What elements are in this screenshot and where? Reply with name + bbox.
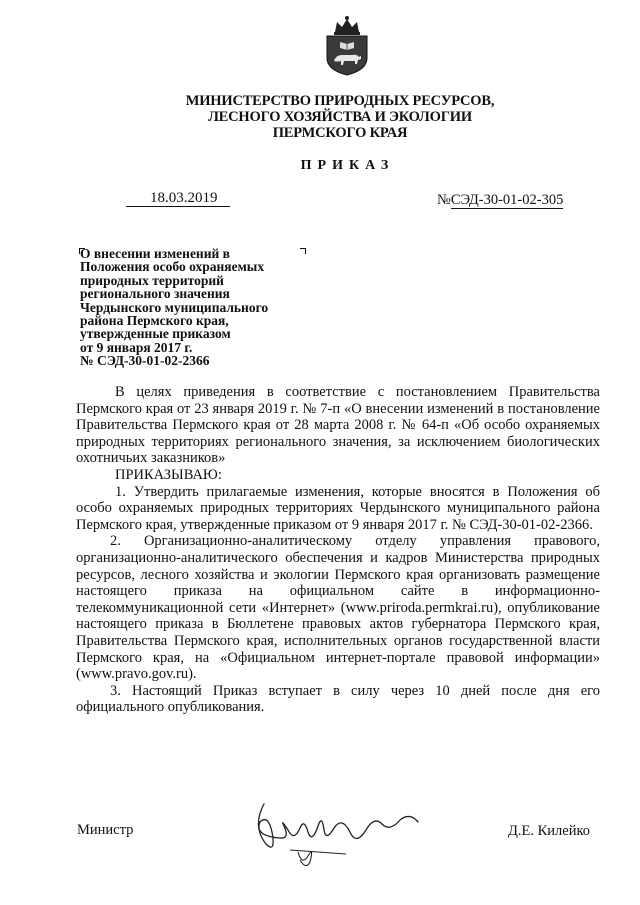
subject-line: от 9 января 2017 г. bbox=[80, 339, 193, 355]
subject-line: Положения особо охраняемых bbox=[80, 259, 265, 275]
item-2-paragraph: 2. Организационно-аналитическому отделу управления правового, организационно-аналитического обеспечения и кадров Министерства природных ресурсов, лесного хозяйства и экологии Пермского края организовать размещение настоящего приказа на официальном сайте в информационно-телекоммуникационной сети «Интернет» (www.priroda.permkrai.ru), опубликование настоящего приказа в Бюллетене правовых актов губернатора Пермского края, Правительства Пермского края, исполнительных органов государственной власти Пермского края, на «Официальном интернет-портале правовой информации» (www.pravo.gov.ru). bbox=[76, 533, 600, 683]
signatory-role: Министр bbox=[77, 822, 134, 838]
subject-line: О внесении изменений в bbox=[80, 246, 230, 261]
handwritten-signature bbox=[250, 792, 440, 872]
item-1-paragraph: 1. Утвердить прилагаемые изменения, которые вносятся в Положения об особо охраняемых природных территориях Чердынского муниципального района Пермского края, утвержденные приказом от 9 января 2017 г. № СЭД-30-01-02-2366. bbox=[76, 483, 600, 533]
order-word: ПРИКАЗЫВАЮ: bbox=[115, 466, 222, 483]
coat-of-arms-icon bbox=[322, 14, 372, 76]
document-date bbox=[126, 190, 230, 207]
subject-line: Чердынского муниципального bbox=[80, 299, 269, 315]
ministry-heading bbox=[160, 93, 520, 141]
ministry-line-3: ПЕРМСКОГО КРАЯ bbox=[272, 125, 408, 141]
subject-line: района Пермского края, bbox=[80, 313, 229, 329]
document-number bbox=[437, 192, 563, 209]
signatory-name: Д.Е. Килейко bbox=[508, 823, 591, 839]
item-3-paragraph: 3. Настоящий Приказ вступает в силу через 10 дней после дня его официального опубликования. bbox=[76, 682, 600, 716]
document-type-title: ПРИКАЗ bbox=[300, 158, 395, 173]
subject-block bbox=[80, 247, 310, 368]
date-value: 18.03.2019 bbox=[126, 190, 230, 207]
subject-line: утвержденные приказом bbox=[80, 326, 231, 342]
number-value: СЭД-30-01-02-305 bbox=[450, 192, 564, 208]
subject-line: № СЭД-30-01-02-2366 bbox=[80, 353, 210, 369]
subject-line: регионального значения bbox=[80, 286, 230, 302]
number-prefix: № bbox=[437, 192, 451, 208]
document-body bbox=[76, 384, 600, 716]
ministry-line-2: ЛЕСНОГО ХОЗЯЙСТВА И ЭКОЛОГИИ bbox=[208, 109, 472, 125]
ministry-line-1: МИНИСТЕРСТВО ПРИРОДНЫХ РЕСУРСОВ, bbox=[185, 93, 495, 109]
subject-line: природных территорий bbox=[80, 272, 224, 288]
preamble-paragraph: В целях приведения в соответствие с постановлением Правительства Пермского края от 23 января 2019 г. № 7-п «О внесении изменений в постановление Правительства Пермского края от 28 марта 2008 г. № 64-п «Об особо охраняемых природных территориях регионального значения, за исключением биологических охотничьих заказников» bbox=[76, 384, 600, 467]
